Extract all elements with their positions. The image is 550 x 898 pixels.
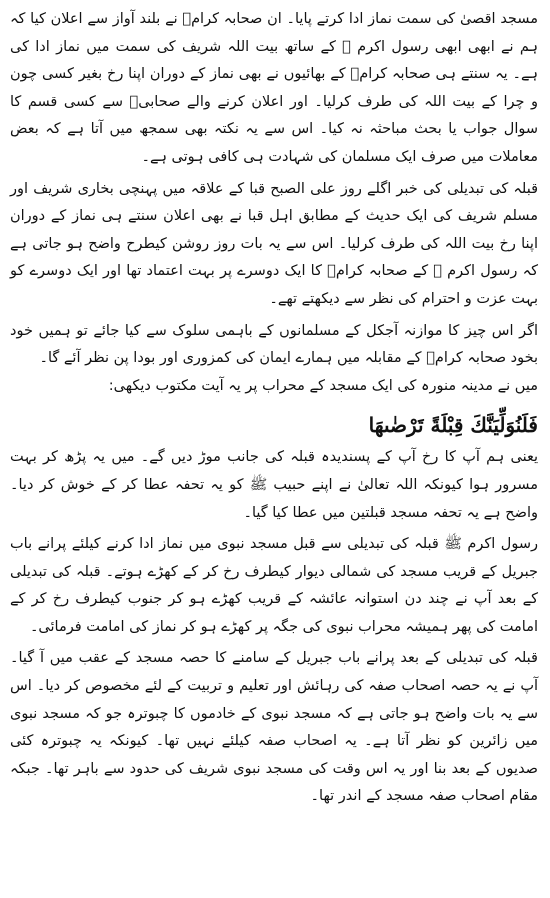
paragraph-3: اگر اس چیز کا موازنہ آجکل کے مسلمانوں کے باہمی سلوک سے کیا جائے تو ہمیں خود بخود صحابہ کرامؓ کے مقابلہ میں ہمارے ایمان کی کمزوری اور بودا پن نظر آئے گا۔ (10, 322, 538, 367)
paragraph-2: قبلہ کی تبدیلی کی خبر اگلے روز علی الصبح قبا کے علاقہ میں پہنچی بخاری شریف اور مسلم شریف کی ایک حدیث کے مطابق اہل قبا نے بھی اعلان سنتے ہی نماز کے دوران اپنا رخ بیت اللہ کی طرف کرلیا۔ اس سے یہ بات روز روشن کیطرح واضح ہو جاتی ہے کہ رسول اکرم ﷺ کے صحابہ کرامؓ کا ایک دوسرے پر بہت اعتماد تھا اور ایک دوسرے کو بہت عزت و احترام کی نظر سے دیکھتے تھے۔ (10, 180, 538, 307)
paragraph-7: قبلہ کی تبدیلی کے بعد پرانے باب جبریل کے سامنے کا حصہ مسجد کے عقب میں آ گیا۔ آپ نے یہ حصہ اصحاب صفہ کی رہائش اور تعلیم و تربیت کے لئے مخصوص کر دیا۔ اس سے یہ بات واضح ہو جاتی ہے کہ مسجد نبوی کے خادموں کا چبوترہ جو کہ مسجد نبوی میں زائرین کو نظر آتا ہے۔ یہ اصحاب صفہ کیلئے نہیں تھا۔ کیونکہ یہ چبوترہ کئی صدیوں کے بعد بنا اور یہ اس وقت کی مسجد نبوی شریف کی حدود سے باہر تھا۔ جبکہ مقام اصحاب صفہ مسجد کے اندر تھا۔ (10, 650, 538, 805)
paragraph-1: مسجد اقصیٰ کی سمت نماز ادا کرتے پایا۔ ان صحابہ کرامؓ نے بلند آواز سے اعلان کیا کہ ہم نے ابھی ابھی رسول اکرم ﷺ کے ساتھ بیت اللہ شریف کی سمت میں نماز ادا کی ہے۔ یہ سنتے ہی صحابہ کرامؓ کے بھائیوں نے بھی نماز کے دوران اپنا رخ بغیر کسی چون و چرا کے بیت اللہ کی طرف کرلیا۔ اور اعلان کرنے والے صحابیؓ سے کسی قسم کا سوال جواب یا بحث مباحثہ نہ کیا۔ اس سے یہ نکتہ بھی سمجھ میں آتا ہے کہ بعض معاملات میں صرف ایک مسلمان کی شہادت ہی کافی ہوتی ہے۔ (10, 11, 538, 165)
paragraph-6: رسول اکرم ﷺ قبلہ کی تبدیلی سے قبل مسجد نبوی میں نماز ادا کرنے کیلئے پرانے باب جبریل کے قریب مسجد کی شمالی دیوار کیطرف رخ کر کے کھڑے ہوتے۔ قبلہ کی تبدیلی کے بعد آپ نے چند دن استوانہ عائشہ کے قریب کھڑے ہو کر جنوب کیطرف رخ کر کے امامت کی پھر ہمیشہ محراب نبوی کی جگہ پر کھڑے ہو کر نماز کی امامت فرمائی۔ (10, 536, 538, 635)
paragraph-4: میں نے مدینہ منورہ کی ایک مسجد کے محراب پر یہ آیت مکتوب دیکھی: (108, 377, 538, 394)
paragraph-5: یعنی ہم آپ کا رخ آپ کے پسندیدہ قبلہ کی جانب موڑ دیں گے۔ میں یہ پڑھ کر بہت مسرور ہوا کیونکہ اللہ تعالیٰ نے اپنے حبیب ﷺ کو یہ تحفہ عطا کر کے خوش کر دیا۔ واضح ہے یہ تحفہ مسجد قبلتین میں عطا کیا گیا۔ (10, 449, 538, 521)
quranic-verse: فَلَنُوَلِّيَنَّكَ قِبْلَةً تَرْضٰىهَا (368, 413, 538, 438)
